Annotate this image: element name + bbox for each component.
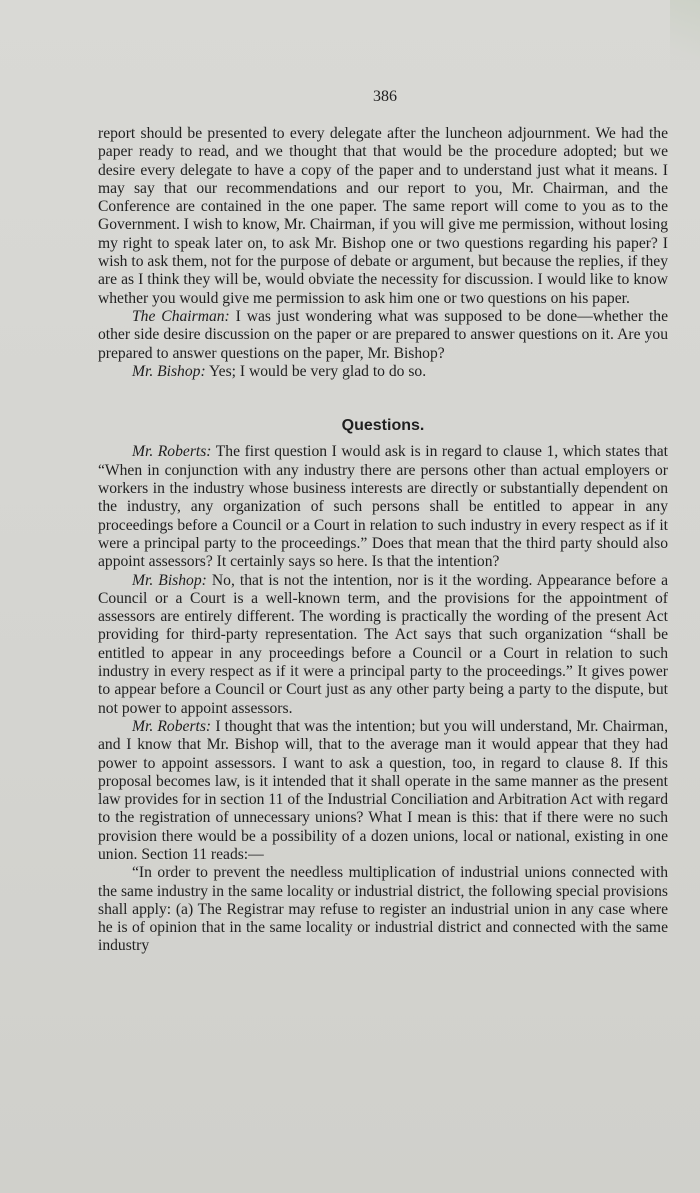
- paragraph-quoted-section: [98, 864, 668, 955]
- paragraph-continuation: [98, 125, 668, 308]
- speaker-label: The Chairman:: [132, 307, 230, 325]
- paragraph-bishop: [98, 363, 668, 381]
- paragraph-bishop-reply: [98, 572, 668, 718]
- section-heading: Questions.: [341, 417, 425, 435]
- page-body: [98, 125, 668, 956]
- paragraph-text: No, that is not the intention, nor is it the wording. Appearance before a Council or a Court is a well-known term, and the provisions for the appointment of assessors are entirely different. The wording is practically the wording of the present Act providing for third-party representation. The Act says that such organization “shall be entitled to appear in any proceedings before a Council or a Court in relation to such industry in every respect as if it were a principal party to the proceedings.” It gives power to appear before a Council or Court just as any other party being a party to the dispute, but not power to appoint assessors.: [98, 571, 668, 717]
- speaker-label: Mr. Roberts:: [132, 443, 212, 461]
- paragraph-text: I thought that was the intention; but you will understand, Mr. Chairman, and I know that Mr. Bishop will, that to the average man it would appear that they had power to appoint assessors. I want to ask a question, too, in regard to clause 8. If this proposal becomes law, is it intended that it shall operate in the same manner as the present law provides for in section 11 of the Industrial Conciliation and Arbitration Act with regard to the registration of unnecessary unions? What I mean is this: that if there were no such provision there would be a possibility of a dozen unions, local or national, existing in one union. Section 11 reads:—: [98, 717, 668, 863]
- paragraph-text: I was just wondering what was supposed to be done—whether the other side desire discussion on the paper or are prepared to answer questions on it. Are you prepared to answer questions on the paper, Mr. Bishop?: [98, 307, 668, 362]
- speaker-label: Mr. Roberts:: [132, 717, 212, 735]
- paragraph-chairman: [98, 308, 668, 363]
- page-number: 386: [373, 88, 397, 105]
- speaker-label: Mr. Bishop:: [132, 362, 206, 380]
- paragraph-roberts-followup: [98, 718, 668, 864]
- paragraph-text: The first question I would ask is in regard to clause 1, which states that “When in conjunction with any industry there are persons other than actual employers or workers in the industry whose business interests are directly or substantially dependent on the industry, any organization of such persons shall be entitled to appear in any proceedings before a Council or a Court in relation to such industry in every respect as if it were a principal party to the proceedings.” Does that mean that the third party should also appoint assessors? It certainly says so here. Is that the intention?: [98, 443, 668, 571]
- paragraph-roberts: [98, 443, 668, 571]
- paragraph-text: report should be presented to every delegate after the luncheon adjournment. We had the paper ready to read, and we thought that that would be the procedure adopted; but we desire every delegate to have a copy of the paper and to understand just what it means. I may say that our recommendations and our report to you, Mr. Chairman, and the Conference are contained in the one paper. The same report will come to you as to the Government. I wish to know, Mr. Chairman, if you will give me permission, without losing my right to speak later on, to ask Mr. Bishop one or two questions regarding his paper? I wish to ask them, not for the purpose of debate or argument, but because the replies, if they are as I think they will be, would obviate the necessity for discussion. I would like to know whether you would give me permission to ask him one or two questions on his paper.: [98, 125, 668, 307]
- paragraph-text: Yes; I would be very glad to do so.: [208, 362, 427, 380]
- paragraph-text: “In order to prevent the needless multiplication of industrial unions connected with the same industry in the same locality or industrial district, the following special provisions shall apply: (a) The Registrar may refuse to register an industrial union in any case where he is of opinion that in the same locality or industrial district and connected with the same industry: [98, 864, 668, 955]
- speaker-label: Mr. Bishop:: [132, 571, 207, 589]
- page-corner-shading: [670, 0, 700, 70]
